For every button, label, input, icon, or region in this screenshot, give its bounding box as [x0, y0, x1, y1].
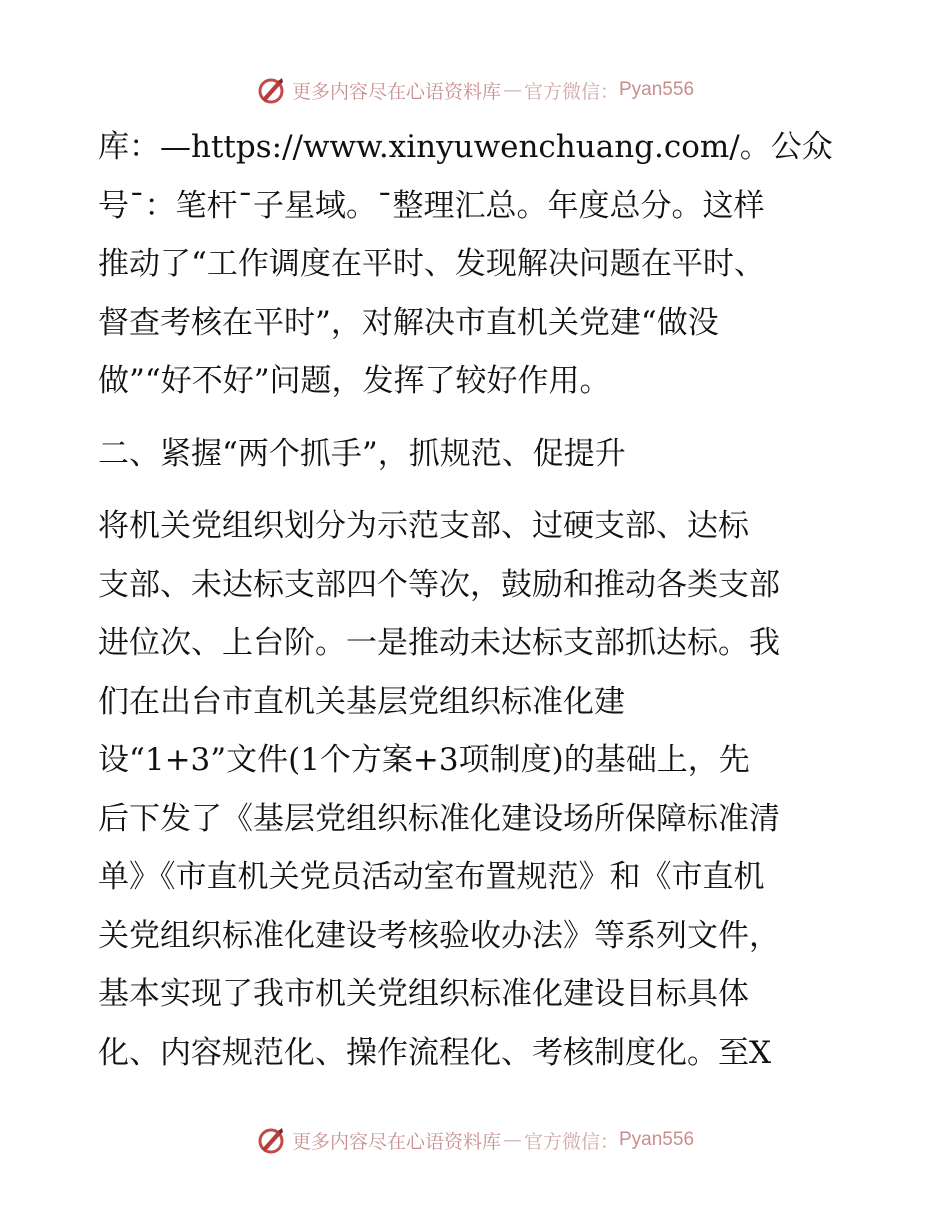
text-line: 支部、未达标支部四个等次，鼓励和推动各类支部: [98, 566, 780, 603]
header-watermark: [0, 70, 950, 110]
text-line: 号¯：笔杆¯子星域。¯整理汇总。年度总分。这样: [98, 187, 765, 224]
text-line: 后下发了《基层党组织标准化建设场所保障标准清: [98, 800, 780, 837]
pen-logo-icon: [256, 1125, 286, 1155]
text-line: 推动了“工作调度在平时、发现解决问题在平时、: [98, 246, 765, 282]
text-line: 进位次、上台阶。一是推动未达标支部抓达标。我: [98, 625, 780, 661]
wechat-id: Pyan556: [619, 1129, 695, 1150]
text-line: 将机关党组织划分为示范支部、过硬支部、达标: [98, 508, 749, 544]
banner-text: 更多内容尽在心语资料库: [291, 80, 501, 103]
text-line: 督查考核在平时”，对解决市直机关党建“做没: [98, 304, 719, 341]
banner-separator: —: [502, 79, 522, 101]
section-heading: 二、紧握“两个抓手”，抓规范、促提升: [98, 435, 626, 472]
text-line: 做”“好不好”问题，发挥了较好作用。: [98, 363, 611, 399]
wechat-label: 官方微信：: [523, 80, 619, 103]
text-line: 基本实现了我市机关党组织标准化建设目标具体: [98, 976, 749, 1012]
text-line: 化、内容规范化、操作流程化、考核制度化。至X: [98, 1034, 772, 1071]
document-body: [98, 118, 858, 1082]
wechat-id: Pyan556: [619, 79, 695, 100]
text-line: 单》《市直机关党员活动室布置规范》和《市直机: [98, 859, 765, 895]
text-line: 们在出台市直机关基层党组织标准化建: [98, 683, 625, 720]
banner-separator: —: [502, 1129, 522, 1151]
text-line: 设“1+3”文件(1个方案+3项制度)的基础上，先: [98, 742, 750, 778]
text-line: 关党组织标准化建设考核验收办法》等系列文件，: [98, 917, 780, 954]
footer-watermark: [0, 1120, 950, 1160]
text-line: 库：—https://www.xinyuwenchuang.com/。公众: [98, 129, 833, 165]
banner-text: 更多内容尽在心语资料库: [291, 1130, 501, 1153]
pen-logo-icon: [256, 75, 286, 105]
wechat-label: 官方微信：: [523, 1130, 619, 1153]
